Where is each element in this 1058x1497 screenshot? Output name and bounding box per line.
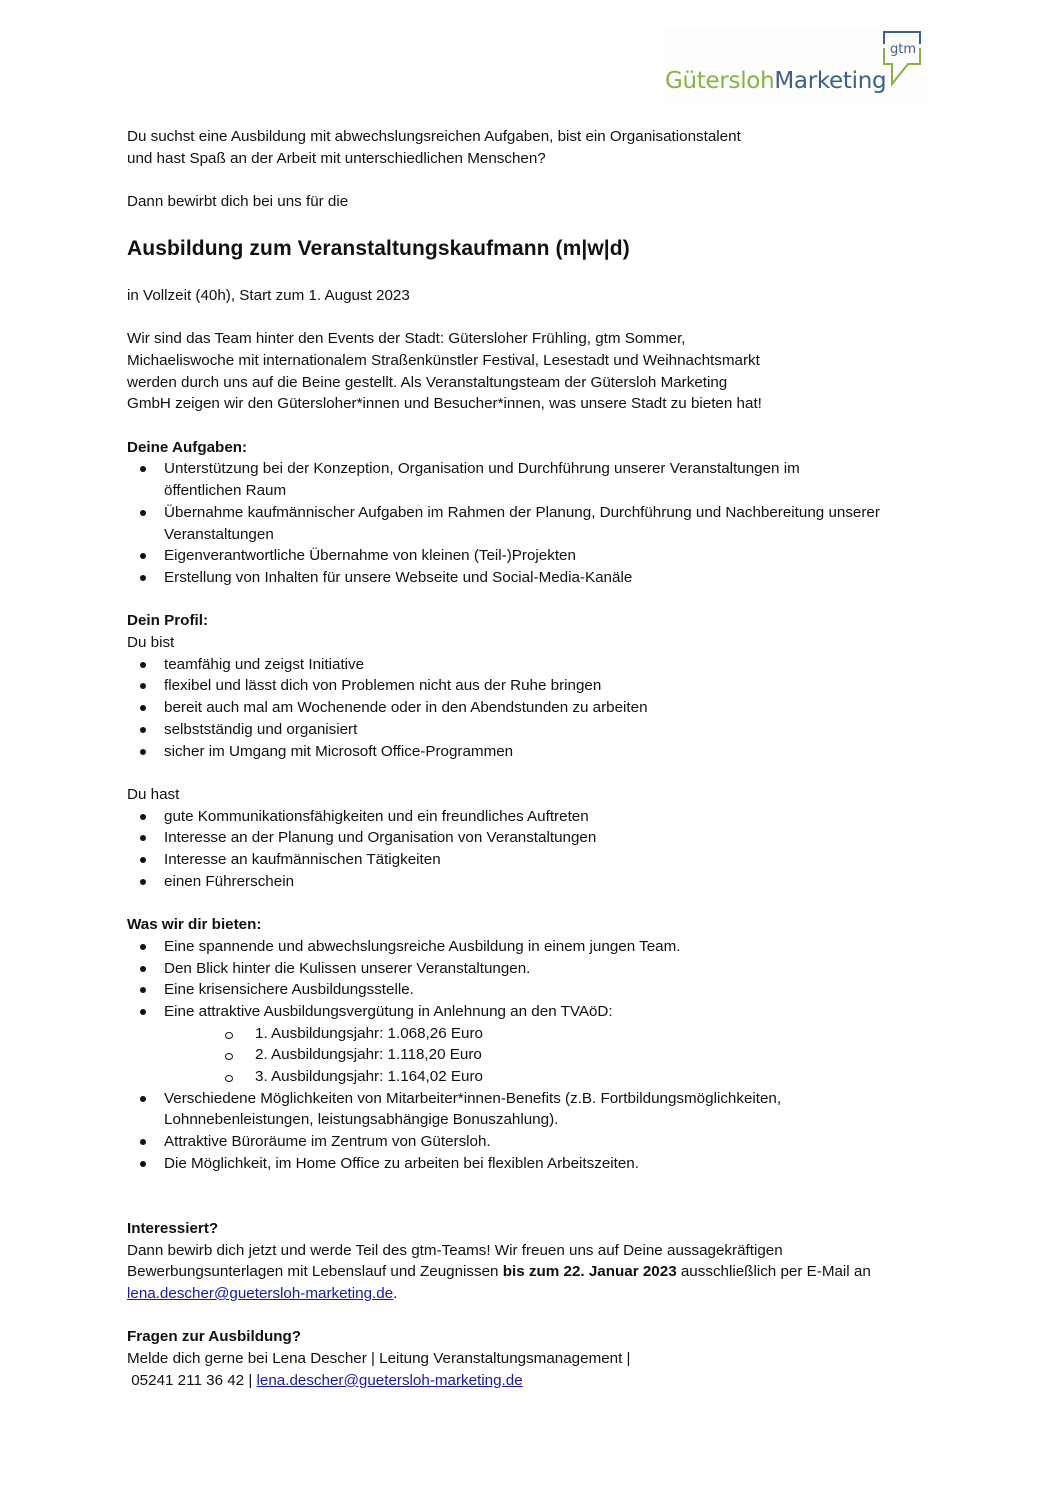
about-line: Michaeliswoche mit internationalem Straßenkünstler Festival, Lesestadt und Weihnachtsmarkt [127,351,760,369]
list-item [127,827,947,849]
circle-bullet-icon [225,1053,233,1060]
salary-text: 2. Ausbildungsjahr: 1.118,20 Euro [255,1046,482,1064]
list-item [127,979,947,1001]
job-subtitle: in Vollzeit (40h), Start zum 1. August 2023 [127,286,410,304]
you-are-list [127,654,947,763]
salary-list [127,1023,947,1088]
offer-heading: Was wir dir bieten: [127,916,262,934]
bullet-icon [140,727,146,733]
questions-heading: Fragen zur Ausbildung? [127,1328,302,1346]
list-item-text: sicher im Umgang mit Microsoft Office-Programmen [164,742,514,760]
list-item-text: Unterstützung bei der Konzeption, Organisation und Durchführung unserer Veranstaltungen im öffentlichen Raum [164,460,800,500]
list-item-text: Verschiedene Möglichkeiten von Mitarbeiter*innen-Benefits (z.B. Fortbildungsmöglichkeiten, Lohnnebenleistungen, leistungsabhängige Bonuszahlung). [164,1089,782,1129]
list-item [127,675,947,697]
list-item [127,697,947,719]
list-item [127,1088,947,1131]
about-line: Wir sind das Team hinter den Events der Stadt: Gütersloher Frühling, gtm Sommer, [127,330,686,348]
bullet-icon [140,749,146,755]
apply-deadline: bis zum 22. Januar 2023 [502,1263,677,1281]
bullet-icon [140,662,146,668]
logo-wordmark [665,68,886,94]
bullet-icon [140,835,146,841]
intro-line-2: und hast Spaß an der Arbeit mit unterschiedlichen Menschen? [127,149,546,167]
list-item [127,458,947,501]
list-item [127,1001,947,1088]
contact-email-link[interactable]: lena.descher@guetersloh-marketing.de [256,1371,523,1389]
salary-text: 1. Ausbildungsjahr: 1.068,26 Euro [255,1024,483,1042]
apply-text-3: ausschließlich per E-Mail an [676,1263,871,1281]
apply-text-2: aussagekräftigen Bewerbungsunterlagen mit Lebenslauf und Zeugnissen [127,1241,783,1281]
tasks-heading: Deine Aufgaben: [127,438,248,456]
bullet-icon [140,987,146,993]
list-item-text: Attraktive Büroräume im Zentrum von Gütersloh. [164,1133,491,1151]
bullet-icon [140,1096,146,1102]
job-title: Ausbildung zum Veranstaltungskaufmann (m|w|d) [127,236,630,260]
list-item [127,741,947,763]
list-item [127,806,947,828]
intro-line-1: Du suchst eine Ausbildung mit abwechslungsreichen Aufgaben, bist ein Organisationstalent [127,128,741,145]
apply-email-link[interactable]: lena.descher@guetersloh-marketing.de [127,1285,394,1303]
bullet-icon [140,1139,146,1145]
list-item [127,849,947,871]
apply-text-1: Dann bewirb dich jetzt und werde Teil des gtm-Teams! Wir freuen uns auf Deine [127,1241,663,1259]
circle-bullet-icon [225,1075,233,1082]
guetersloh-marketing-logo [665,28,927,106]
offer-list [127,936,947,1175]
list-item-text: Die Möglichkeit, im Home Office zu arbeiten bei flexiblen Arbeitszeiten. [164,1154,639,1172]
you-are-label: Du bist [127,634,175,651]
bullet-icon [140,879,146,885]
questions-line-1: Melde dich gerne bei Lena Descher | Leitung Veranstaltungsmanagement | [127,1350,631,1368]
bullet-icon [140,705,146,711]
logo-text-marketing: Marketing [774,68,887,94]
list-item [127,1153,947,1175]
list-item-text: flexibel und lässt dich von Problemen nicht aus der Ruhe bringen [164,677,602,695]
salary-item [127,1044,947,1066]
list-item [127,719,947,741]
logo-mark-text: gtm [890,42,917,57]
list-item-text: Eigenverantwortliche Übernahme von kleinen (Teil-)Projekten [164,547,576,565]
bullet-icon [140,553,146,559]
apply-heading: Interessiert? [127,1219,219,1237]
list-item-text: einen Führerschein [164,872,295,890]
list-item-text: bereit auch mal am Wochenende oder in den Abendstunden zu arbeiten [164,699,648,717]
bullet-icon [140,683,146,689]
list-item [127,958,947,980]
intro-line-3: Dann bewirbt dich bei uns für die [127,193,349,211]
list-item [127,567,947,589]
list-item-text: Eine krisensichere Ausbildungsstelle. [164,981,414,999]
list-item-text: selbstständig und organisiert [164,720,358,738]
list-item-text: Den Blick hinter die Kulissen unserer Veranstaltungen. [164,959,531,977]
bullet-icon [140,966,146,972]
contact-phone: 05241 211 36 42 [131,1371,245,1389]
list-item-text: Eine attraktive Ausbildungsvergütung in Anlehnung an den TVAöD: [164,1002,613,1020]
gtm-speech-bubble-icon [880,28,924,94]
about-line: werden durch uns auf die Beine gestellt. Als Veranstaltungsteam der Gütersloh Marketing [127,373,728,391]
about-line: GmbH zeigen wir den Gütersloher*innen und Besucher*innen, was unsere Stadt zu bieten hat! [127,395,762,413]
bullet-icon [140,1009,146,1015]
list-item [127,545,947,567]
circle-bullet-icon [225,1032,233,1039]
separator: | [244,1371,257,1389]
list-item-text: Interesse an der Planung und Organisation von Veranstaltungen [164,829,597,847]
profile-heading: Dein Profil: [127,612,209,630]
apply-text-4: . [393,1285,398,1303]
list-item-text: Erstellung von Inhalten für unsere Webseite und Social-Media-Kanäle [164,568,633,586]
bullet-icon [140,857,146,863]
bullet-icon [140,466,146,472]
list-item [127,654,947,676]
list-item-text: teamfähig und zeigst Initiative [164,655,365,673]
list-item-text: Eine spannende und abwechslungsreiche Ausbildung in einem jungen Team. [164,937,681,955]
bullet-icon [140,575,146,581]
job-posting [127,126,947,1392]
logo-text-guetersloh: Gütersloh [665,68,775,94]
list-item-text: Interesse an kaufmännischen Tätigkeiten [164,851,441,869]
questions-line-2 [127,1370,947,1392]
apply-text [127,1240,927,1305]
bullet-icon [140,510,146,516]
salary-item [127,1066,947,1088]
bullet-icon [140,1161,146,1167]
list-item [127,871,947,893]
tasks-list [127,458,947,588]
list-item [127,936,947,958]
you-have-list [127,806,947,893]
list-item-text: gute Kommunikationsfähigkeiten und ein freundliches Auftreten [164,807,589,825]
you-have-label: Du hast [127,785,180,803]
bullet-icon [140,814,146,820]
salary-item [127,1023,947,1045]
list-item [127,1131,947,1153]
list-item-text: Übernahme kaufmännischer Aufgaben im Rahmen der Planung, Durchführung und Nachbereitung unserer Veranstaltungen [164,503,880,543]
salary-text: 3. Ausbildungsjahr: 1.164,02 Euro [255,1068,483,1086]
bullet-icon [140,944,146,950]
list-item [127,502,947,545]
